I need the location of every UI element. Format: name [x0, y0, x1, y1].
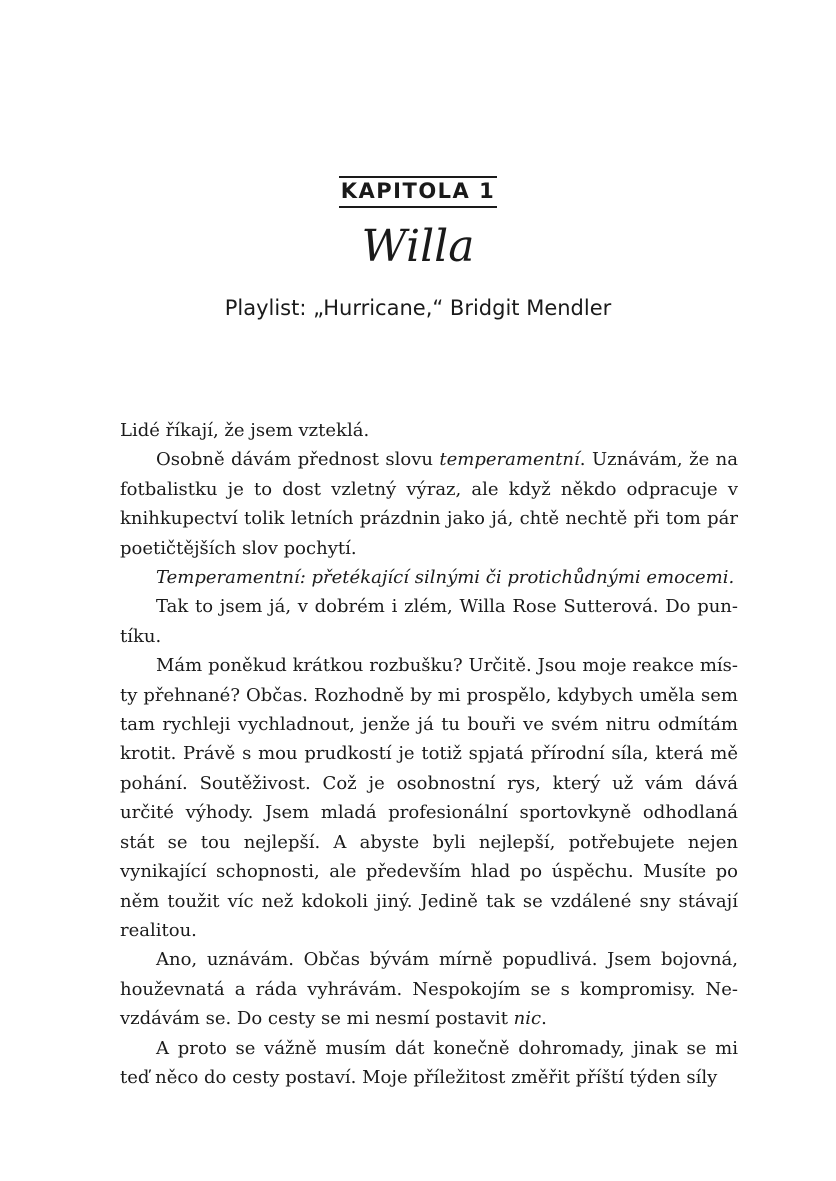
chapter-heading	[0, 176, 836, 208]
emphasized-text: temperamentní	[439, 449, 580, 471]
emphasized-text: nic	[513, 1008, 542, 1030]
paragraph	[120, 445, 738, 563]
paragraph-text: Ano, uznávám. Občas bývám mírně popudlivá. Jsem bojovná, houževnatá a ráda vyhrávám. Nespokojím se s kompromisy. Nevzdávám se. Do cesty se mi nesmí postavit	[120, 949, 738, 1030]
paragraph-text: Mám poněkud krátkou rozbušku? Určitě. Jsou moje reakce místy přehnané? Občas. Rozhodně by mi prospělo, kdybych uměla sem tam rychleji vychladnout, jenže já tu bouři ve svém nitru odmítám krotit. Právě s mou prudkostí je totiž spjatá přírodní síla, která mě pohání. Soutěživost. Což je osobnostní rys, který už vám dává určité výhody. Jsem mladá profesionální sportovkyně odhodlaná stát se tou nejlepší. A abyste byli nejlepší, potřebujete nejen vynikající schopnosti, ale především hlad po úspěchu. Musíte po něm toužit víc než kdokoli jiný. Jedině tak se vzdálené sny stávají realitou.	[120, 655, 738, 941]
paragraph	[120, 563, 738, 592]
paragraph	[120, 945, 738, 1033]
playlist-line: Playlist: „Hurricane,“ Bridgit Mendler	[224, 296, 612, 320]
paragraph	[120, 651, 738, 945]
paragraph-text: Tak to jsem já, v dobrém i zlém, Willa Rose Sutterová. Do puntíku.	[120, 596, 738, 647]
paragraph-text: Lidé říkají, že jsem vzteklá.	[120, 420, 370, 441]
paragraph-text: Osobně dávám přednost slovu	[156, 449, 440, 471]
emphasized-text: Temperamentní: přetékající silnými či protichůdnými emocemi.	[156, 567, 735, 589]
paragraph-text: .	[541, 1008, 547, 1030]
paragraph	[120, 1034, 738, 1093]
chapter-number-label: KAPITOLA 1	[339, 176, 497, 208]
paragraph-text: A proto se vážně musím dát konečně dohromady, jinak se mi teď něco do cesty postaví. Moje příležitost změřit příští týden síly	[120, 1037, 738, 1088]
paragraph	[120, 592, 738, 651]
chapter-body-text	[120, 416, 738, 1092]
paragraph	[120, 416, 738, 445]
chapter-title: Willa	[361, 221, 475, 272]
paragraph-text: . Uznávám, že na fotbalistku je to dost vzletný výraz, ale když někdo odpracuje v knihkupectví tolik letních prázdnin jako já, chtě nechtě při tom pár poetičtějších slov pochytí.	[120, 449, 738, 559]
